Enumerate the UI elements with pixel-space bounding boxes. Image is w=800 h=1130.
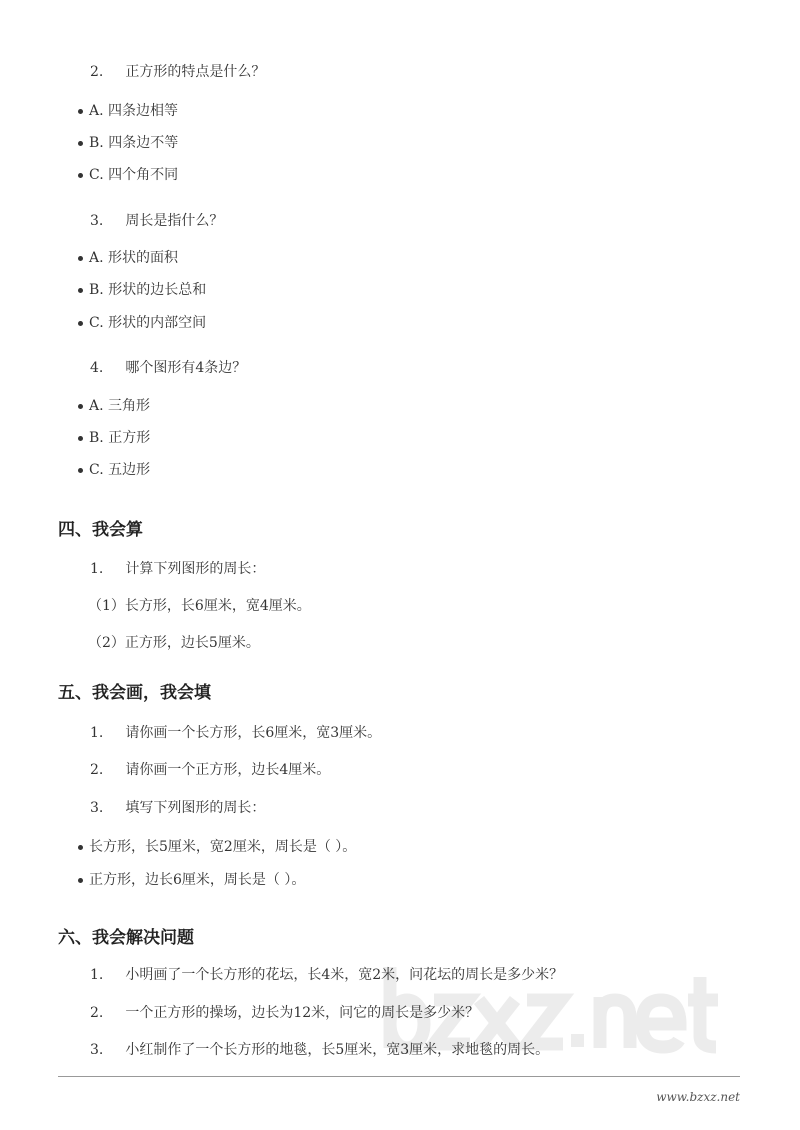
option-text: B. 四条边不等 (89, 135, 179, 151)
option (78, 133, 178, 153)
bullet-icon (78, 173, 83, 178)
bullet-icon (78, 109, 83, 114)
question-text: 周长是指什么？ (125, 213, 224, 229)
section-6-heading: 六、我会解决问题 (58, 928, 194, 948)
question-number: 4. (90, 360, 104, 376)
fill-item-text: 长方形，长5厘米，宽2厘米，周长是（ ）。 (89, 839, 357, 855)
problem-text: 小明画了一个长方形的花坛，长4米，宽2米，问花坛的周长是多少米？ (125, 967, 564, 983)
fill-item-text: 正方形，边长6厘米，周长是（ ）。 (89, 872, 306, 888)
item-text: 请你画一个正方形，边长4厘米。 (125, 762, 331, 778)
sub-question: （2）正方形，边长5厘米。 (88, 635, 260, 651)
bullet-icon (78, 321, 83, 326)
option-text: B. 正方形 (89, 430, 151, 446)
question-number: 1. (90, 561, 104, 577)
question-2 (90, 62, 265, 82)
bullet-icon (78, 256, 83, 261)
item-number: 2. (90, 762, 104, 778)
item-text: 填写下列图形的周长： (125, 800, 266, 816)
option (78, 101, 178, 121)
option (78, 396, 150, 416)
option (78, 460, 150, 480)
option (78, 248, 178, 268)
item-number: 1. (90, 725, 104, 741)
problem-number: 2. (90, 1005, 104, 1021)
option (78, 313, 206, 333)
section-5-heading: 五、我会画，我会填 (58, 683, 211, 703)
option (78, 280, 206, 300)
option-text: A. 四条边相等 (89, 103, 179, 119)
option-text: A. 形状的面积 (89, 250, 179, 266)
bullet-icon (78, 141, 83, 146)
fill-item (78, 870, 305, 890)
bullet-icon (78, 436, 83, 441)
problem-text: 小红制作了一个长方形的地毯，长5厘米，宽3厘米，求地毯的周长。 (125, 1042, 550, 1058)
option-text: C. 四个角不同 (89, 167, 179, 183)
sub-question: （1）长方形，长6厘米，宽4厘米。 (88, 598, 311, 614)
problem-number: 3. (90, 1042, 104, 1058)
footer-divider (58, 1076, 740, 1077)
section-5-item (90, 723, 381, 743)
section-5-item (90, 798, 265, 818)
option-text: B. 形状的边长总和 (89, 282, 207, 298)
question-3 (90, 211, 223, 231)
option (78, 428, 150, 448)
question-text: 正方形的特点是什么？ (125, 64, 266, 80)
fill-item (78, 837, 356, 857)
problem (90, 965, 563, 985)
question-text: 哪个图形有4条边？ (125, 360, 247, 376)
section-5-item (90, 760, 330, 780)
bullet-icon (78, 845, 83, 850)
option-text: A. 三角形 (89, 398, 151, 414)
section-4-heading: 四、我会算 (58, 520, 143, 540)
bullet-icon (78, 404, 83, 409)
item-number: 3. (90, 800, 104, 816)
bullet-icon (78, 468, 83, 473)
option-text: C. 形状的内部空间 (89, 315, 207, 331)
section-4-question-1 (90, 559, 265, 579)
option (78, 165, 178, 185)
question-text: 计算下列图形的周长： (125, 561, 266, 577)
bullet-icon (78, 878, 83, 883)
problem-text: 一个正方形的操场，边长为12米，问它的周长是多少米？ (125, 1005, 480, 1021)
bullet-icon (78, 288, 83, 293)
item-text: 请你画一个长方形，长6厘米，宽3厘米。 (125, 725, 382, 741)
question-number: 2. (90, 64, 104, 80)
problem-number: 1. (90, 967, 104, 983)
question-number: 3. (90, 213, 104, 229)
problem (90, 1040, 549, 1060)
question-4 (90, 358, 246, 378)
footer-url: www.bzxz.net (656, 1090, 740, 1104)
option-text: C. 五边形 (89, 462, 151, 478)
problem (90, 1003, 479, 1023)
